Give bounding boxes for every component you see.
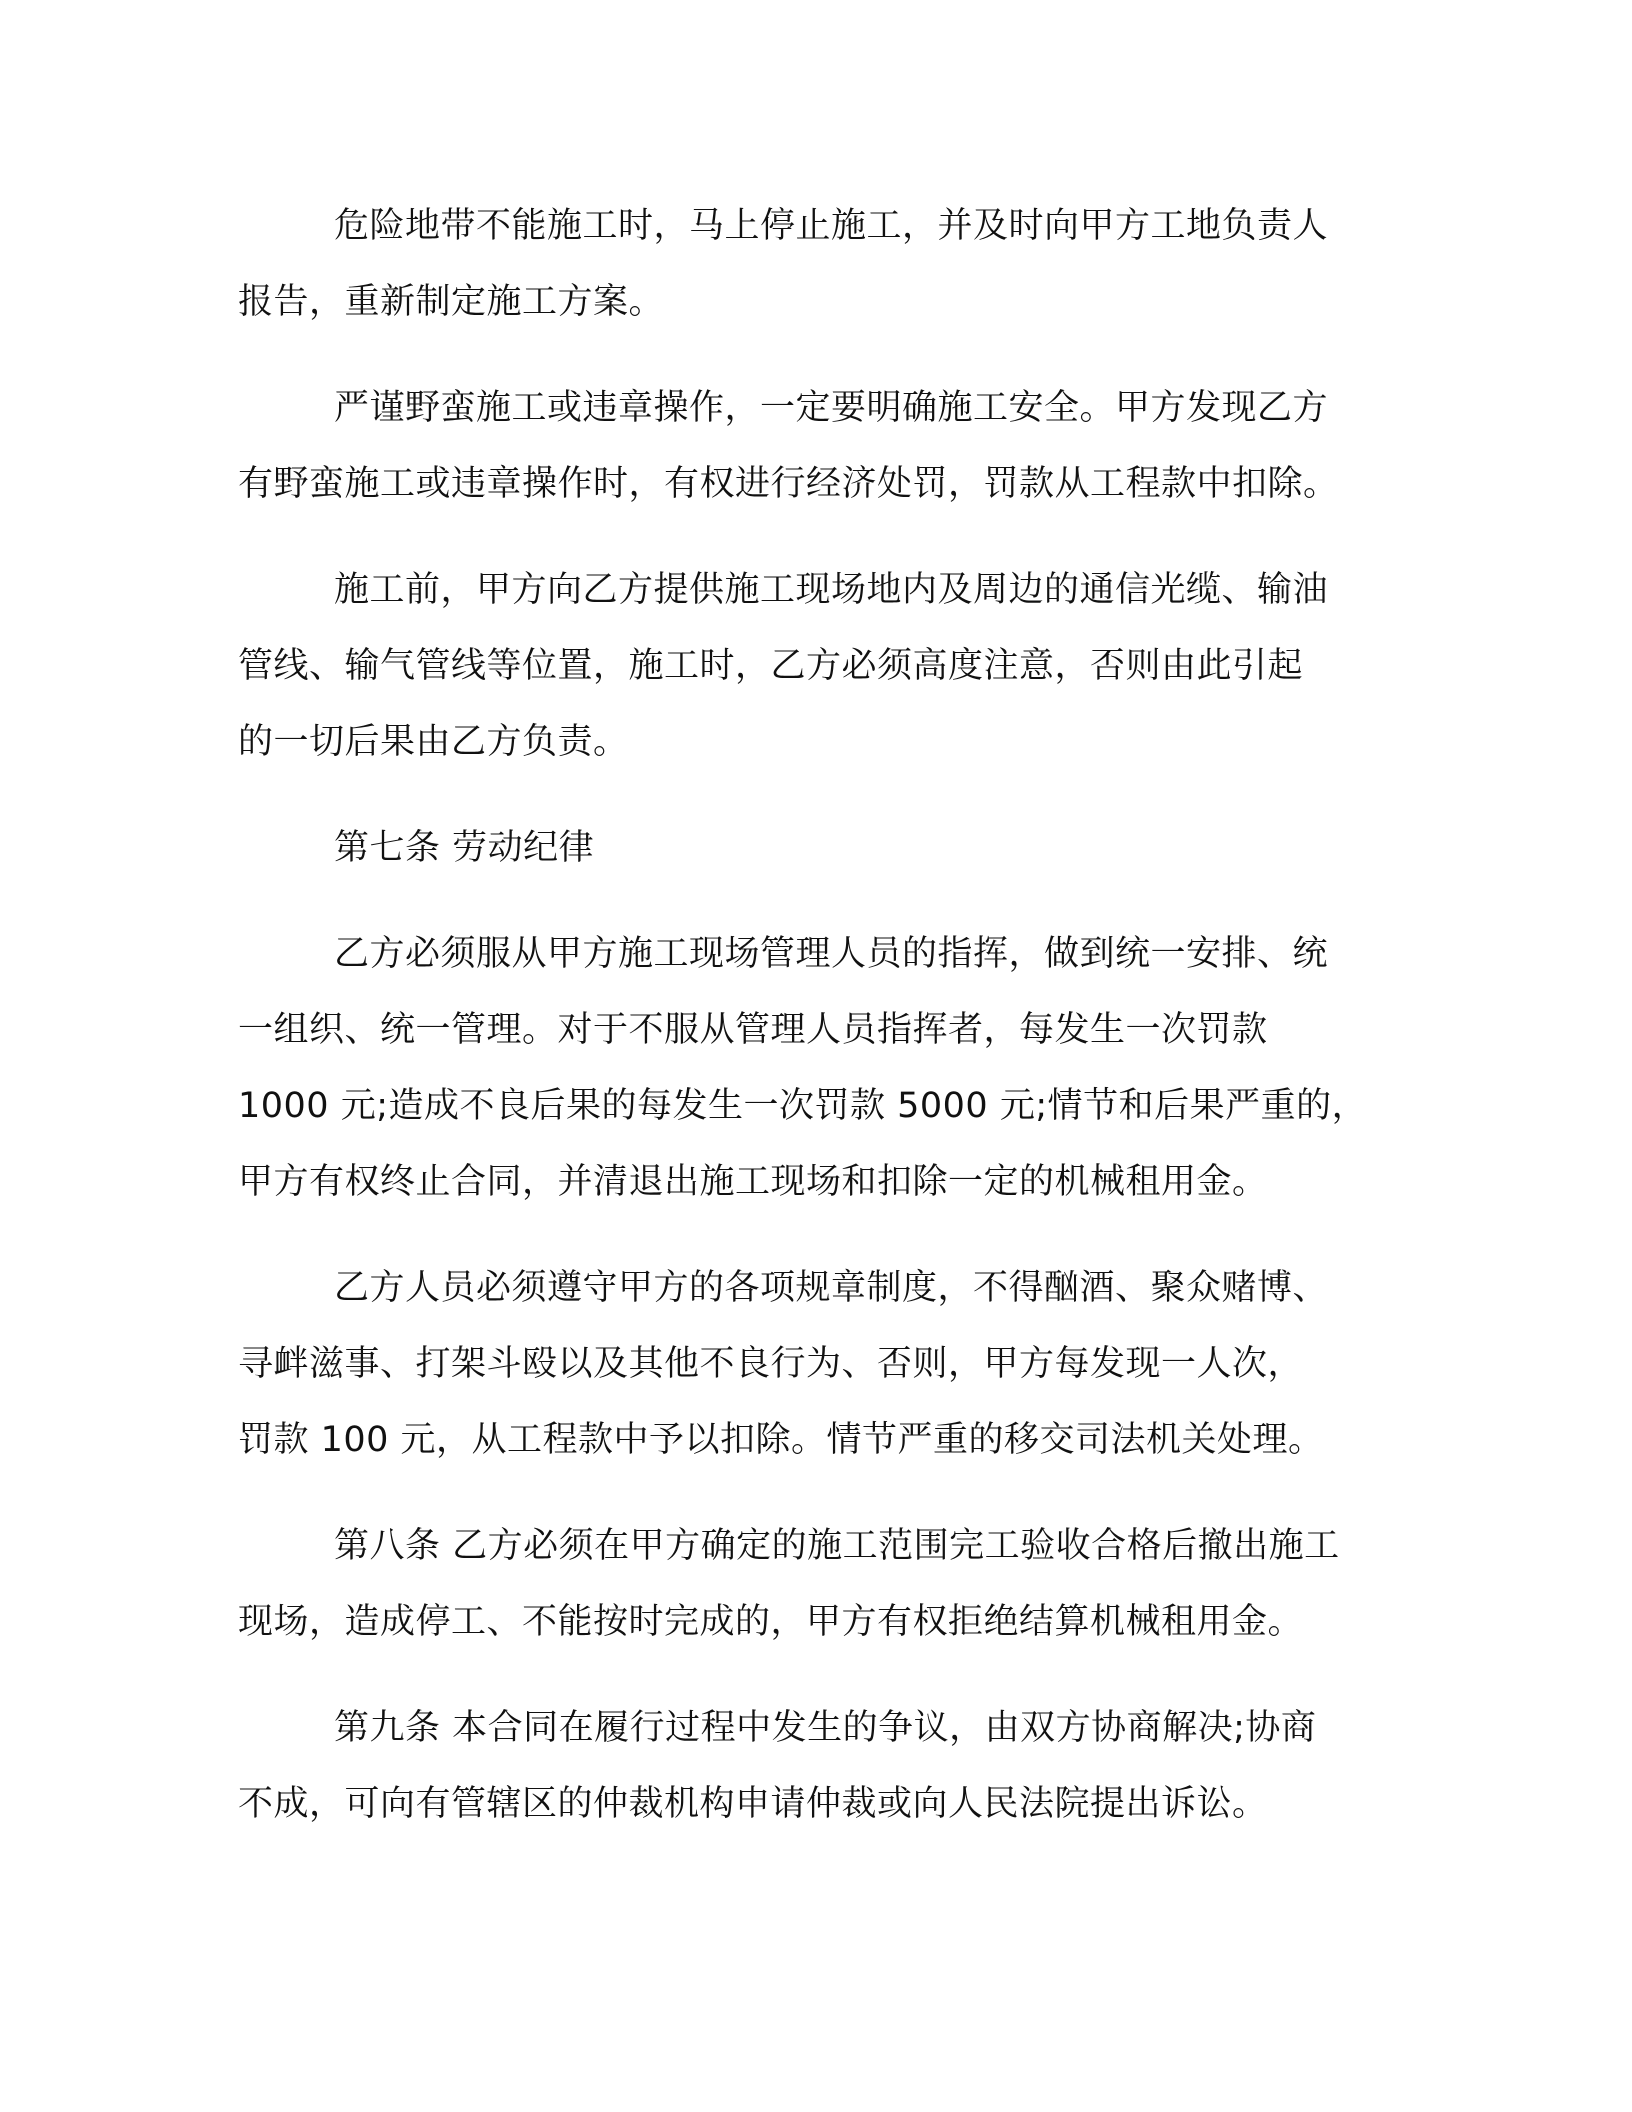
section-heading: 第七条 劳动纪律 bbox=[334, 828, 595, 868]
paragraph-line: 危险地带不能施工时，马上停止施工，并及时向甲方工地负责人 bbox=[334, 206, 1329, 246]
paragraph-line: 严谨野蛮施工或违章操作，一定要明确施工安全。甲方发现乙方 bbox=[334, 388, 1329, 428]
paragraph-3 bbox=[238, 552, 1388, 780]
paragraph-article-8 bbox=[238, 1508, 1388, 1660]
section-heading-article-7 bbox=[238, 810, 1388, 886]
paragraph-line: 报告，重新制定施工方案。 bbox=[238, 282, 665, 322]
paragraph-5 bbox=[238, 916, 1388, 1220]
paragraph-line: 不成，可向有管辖区的仲裁机构申请仲裁或向人民法院提出诉讼。 bbox=[238, 1784, 1268, 1824]
paragraph-line: 有野蛮施工或违章操作时，有权进行经济处罚，罚款从工程款中扣除。 bbox=[238, 464, 1339, 504]
paragraph-1 bbox=[238, 188, 1388, 340]
paragraph-line: 第八条 乙方必须在甲方确定的施工范围完工验收合格后撤出施工 bbox=[334, 1526, 1340, 1566]
paragraph-line: 罚款 100 元，从工程款中予以扣除。情节严重的移交司法机关处理。 bbox=[238, 1420, 1324, 1460]
paragraph-line: 寻衅滋事、打架斗殴以及其他不良行为、否则，甲方每发现一人次， bbox=[238, 1344, 1304, 1384]
paragraph-line: 甲方有权终止合同，并清退出施工现场和扣除一定的机械租用金。 bbox=[238, 1162, 1268, 1202]
paragraph-line: 1000 元;造成不良后果的每发生一次罚款 5000 元;情节和后果严重的， bbox=[238, 1086, 1368, 1126]
document-body bbox=[238, 188, 1388, 1872]
paragraph-line: 现场，造成停工、不能按时完成的，甲方有权拒绝结算机械租用金。 bbox=[238, 1602, 1304, 1642]
paragraph-line: 的一切后果由乙方负责。 bbox=[238, 722, 629, 762]
paragraph-line: 一组织、统一管理。对于不服从管理人员指挥者，每发生一次罚款 bbox=[238, 1010, 1268, 1050]
paragraph-line: 管线、输气管线等位置，施工时，乙方必须高度注意，否则由此引起 bbox=[238, 646, 1304, 686]
paragraph-2 bbox=[238, 370, 1388, 522]
paragraph-article-9 bbox=[238, 1690, 1388, 1842]
paragraph-line: 施工前，甲方向乙方提供施工现场地内及周边的通信光缆、输油 bbox=[334, 570, 1329, 610]
paragraph-line: 第九条 本合同在履行过程中发生的争议，由双方协商解决;协商 bbox=[334, 1708, 1317, 1748]
paragraph-line: 乙方必须服从甲方施工现场管理人员的指挥，做到统一安排、统 bbox=[334, 934, 1329, 974]
paragraph-line: 乙方人员必须遵守甲方的各项规章制度，不得酗酒、聚众赌博、 bbox=[334, 1268, 1329, 1308]
paragraph-6 bbox=[238, 1250, 1388, 1478]
